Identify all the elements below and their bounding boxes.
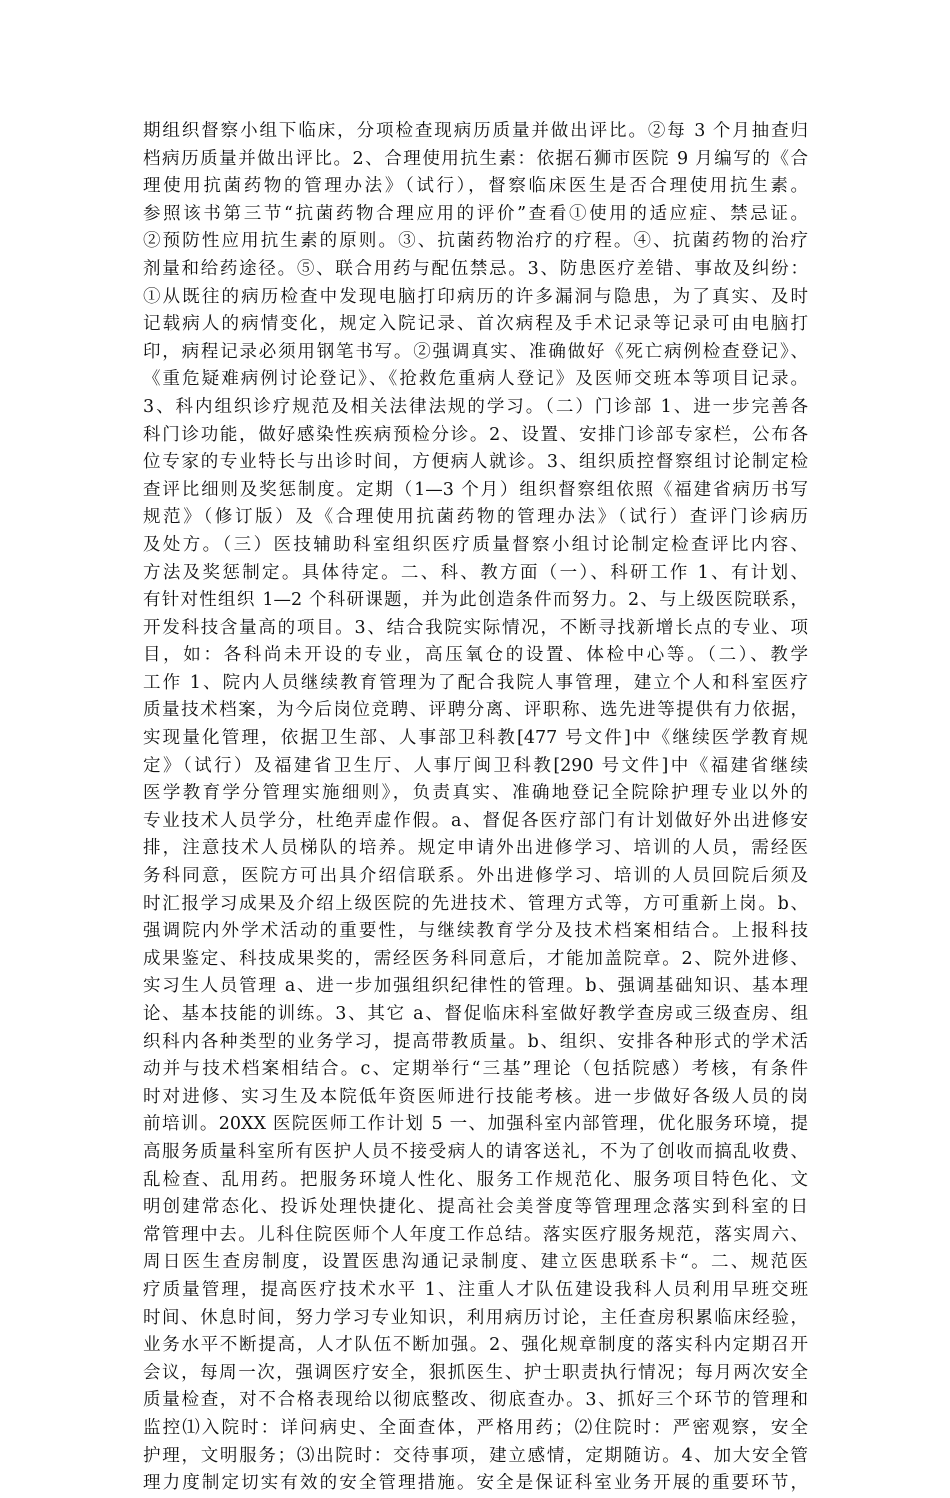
text-line: 开发科技含量高的项目。3、结合我院实际情况，不断寻找新增长点的专业、项 (143, 617, 808, 638)
text-line: ①从既往的病历检查中发现电脑打印病历的许多漏洞与隐患，为了真实、及时 (143, 286, 808, 307)
text-line: 前培训。20XX 医院医师工作计划 5 一、加强科室内部管理，优化服务环境，提 (143, 1114, 808, 1135)
text-line: 动并与技术档案相结合。c、定期举行“三基”理论（包括院感）考核，有条件 (143, 1059, 808, 1080)
text-line: 乱检查、乱用药。把服务环境人性化、服务工作规范化、服务项目特色化、文 (143, 1169, 808, 1190)
text-line: ②预防性应用抗生素的原则。③、抗菌药物治疗的疗程。④、抗菌药物的治疗 (143, 231, 808, 252)
text-line: 监控⑴入院时：详问病史、全面查体，严格用药；⑵住院时：严密观察，安全 (143, 1417, 808, 1438)
text-line: 医学教育学分管理实施细则》，负责真实、准确地登记全院除护理专业以外的 (143, 783, 808, 804)
text-line: 实习生人员管理 a、进一步加强组织纪律性的管理。b、强调基础知识、基本理 (143, 976, 808, 997)
text-line: 时汇报学习成果及介绍上级医院的先进技术、管理方式等，方可重新上岗。b、 (143, 893, 808, 914)
text-line: 时间、休息时间，努力学习专业知识，利用病历讨论，主任查房积累临床经验， (143, 1307, 808, 1328)
text-line: 强调院内外学术活动的重要性，与继续教育学分及技术档案相结合。上报科技 (143, 921, 808, 942)
text-line: 专业技术人员学分，杜绝弄虚作假。a、督促各医疗部门有计划做好外出进修安 (143, 810, 808, 831)
text-line: 质量技术档案，为今后岗位竞聘、评聘分离、评职称、选先进等提供有力依据， (143, 700, 808, 721)
text-line: 务科同意，医院方可出具介绍信联系。外出进修学习、培训的人员回院后须及 (143, 866, 808, 887)
text-line: 会议，每周一次，强调医疗安全，狠抓医生、护士职责执行情况；每月两次安全 (143, 1362, 808, 1383)
document-body (143, 118, 808, 1498)
text-line: 印，病程记录必须用钢笔书写。②强调真实、准确做好《死亡病例检查登记》、 (143, 341, 808, 362)
text-line: 排，注意技术人员梯队的培养。规定申请外出进修学习、培训的人员，需经医 (143, 838, 808, 859)
text-line: 档病历质量并做出评比。2、合理使用抗生素：依据石狮市医院 9 月编写的《合 (143, 148, 808, 169)
text-line: 高服务质量科室所有医护人员不接受病人的请客送礼，不为了创收而搞乱收费、 (143, 1141, 808, 1162)
text-line: 科门诊功能，做好感染性疾病预检分诊。2、设置、安排门诊部专家栏，公布各 (143, 424, 808, 445)
text-line: 周日医生查房制度，设置医患沟通记录制度、建立医患联系卡“。二、规范医 (143, 1252, 808, 1273)
text-line: 工作 1、院内人员继续教育管理为了配合我院人事管理，建立个人和科室医疗 (143, 672, 808, 693)
text-line: 定》（试行）及福建省卫生厅、人事厅闽卫科教[290 号文件]中《福建省继续 (143, 755, 808, 776)
text-line: 方法及奖惩制定。具体待定。二、科、教方面（一）、科研工作 1、有计划、 (143, 562, 808, 583)
text-line: 目，如：各科尚未开设的专业，高压氧仓的设置、体检中心等。（二）、教学 (143, 645, 808, 666)
text-line: 3、科内组织诊疗规范及相关法律法规的学习。（二）门诊部 1、进一步完善各 (143, 396, 808, 417)
text-line: 论、基本技能的训练。3、其它 a、督促临床科室做好教学查房或三级查房、组 (143, 1004, 808, 1024)
text-line: 明创建常态化、投诉处理快捷化、提高社会美誉度等管理理念落实到科室的日 (143, 1197, 808, 1218)
text-line: 位专家的专业特长与出诊时间，方便病人就诊。3、组织质控督察组讨论制定检 (143, 452, 808, 473)
text-line: 理使用抗菌药物的管理办法》（试行），督察临床医生是否合理使用抗生素。 (143, 176, 808, 197)
text-line: 疗质量管理，提高医疗技术水平 1、注重人才队伍建设我科人员利用早班交班 (143, 1279, 808, 1300)
text-line: 剂量和给药途径。⑤、联合用药与配伍禁忌。3、防患医疗差错、事故及纠纷： (143, 258, 808, 279)
text-line: 规范》（修订版）及《合理使用抗菌药物的管理办法》（试行）查评门诊病历 (143, 507, 808, 528)
text-line: 理力度制定切实有效的安全管理措施。安全是保证科室业务开展的重要环节， (143, 1473, 808, 1494)
text-line: 参照该书第三节“抗菌药物合理应用的评价”查看①使用的适应症、禁忌证。 (143, 203, 808, 224)
text-line: 期组织督察小组下临床，分项检查现病历质量并做出评比。②每 3 个月抽查归 (143, 121, 808, 141)
text-line: 常管理中去。儿科住院医师个人年度工作总结。落实医疗服务规范，落实周六、 (143, 1224, 808, 1245)
text-line: 有针对性组织 1—2 个科研课题，并为此创造条件而努力。2、与上级医院联系， (143, 590, 808, 611)
text-line: 《重危疑难病例讨论登记》、《抢救危重病人登记》及医师交班本等项目记录。 (143, 369, 808, 390)
text-line: 及处方。（三）医技辅助科室组织医疗质量督察小组讨论制定检查评比内容、 (143, 534, 808, 555)
text-line: 业务水平不断提高，人才队伍不断加强。2、强化规章制度的落实科内定期召开 (143, 1335, 808, 1356)
text-line: 记载病人的病情变化，规定入院记录、首次病程及手术记录等记录可由电脑打 (143, 314, 808, 335)
text-line: 质量检查，对不合格表现给以彻底整改、彻底查办。3、抓好三个环节的管理和 (143, 1390, 808, 1411)
text-line: 查评比细则及奖惩制度。定期（1—3 个月）组织督察组依照《福建省病历书写 (143, 479, 808, 500)
text-line: 织科内各种类型的业务学习，提高带教质量。b、组织、安排各种形式的学术活 (143, 1031, 808, 1052)
text-line: 实现量化管理，依据卫生部、人事部卫科教[477 号文件]中《继续医学教育规 (143, 728, 808, 749)
text-line: 成果鉴定、科技成果奖的，需经医务科同意后，才能加盖院章。2、院外进修、 (143, 948, 808, 969)
text-line: 时对进修、实习生及本院低年资医师进行技能考核。进一步做好各级人员的岗 (143, 1086, 808, 1107)
text-line: 护理，文明服务；⑶出院时：交待事项，建立感情，定期随访。4、加大安全管 (143, 1445, 808, 1466)
